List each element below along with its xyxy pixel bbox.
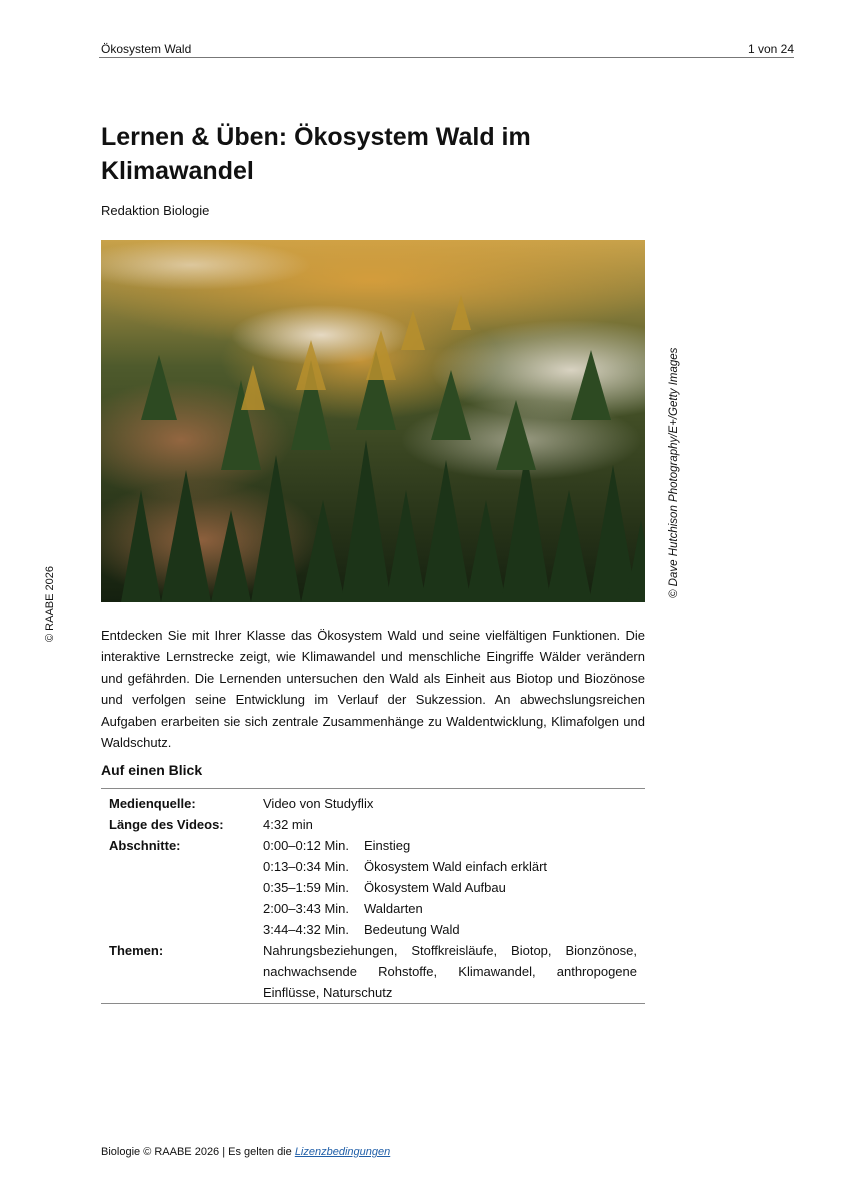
intro-paragraph: Entdecken Sie mit Ihrer Klasse das Ökosystem Wald und seine vielfältigen Funktionen. Die interaktive Lernstrecke zeigt, wie Klimawandel und menschliche Eingriffe Wälder verändern und gefährden. Die Lernenden untersuchen den Wald als Einheit aus Biotop und Biozönose und verfolgen seine Entwicklung im Verlauf der Sukzession. An abwechslungsreichen Aufgaben erarbeiten sie sich zentrale Zusammenhänge zu Waldentwicklung, Klimafolgen und Waldschutz. [101, 628, 645, 751]
themes-value: Nahrungsbeziehungen, Stoffkreisläufe, Biotop, Bionzönose, nachwachsende Rohstoffe, Klimawandel, anthropogene Einflüsse, Naturschutz [263, 943, 637, 1000]
overview-row-themes [101, 940, 645, 1003]
themes-label: Themen: [109, 943, 164, 958]
side-copyright: © RAABE 2026 [44, 566, 56, 642]
section-time: 3:44–4:32 Min. [263, 922, 350, 937]
forest-aerial-photo [101, 240, 645, 602]
section-item [263, 919, 637, 940]
section-title: Ökosystem Wald Aufbau [364, 880, 506, 895]
author-line: Redaktion Biologie [101, 203, 210, 218]
section-time: 0:13–0:34 Min. [263, 859, 350, 874]
sections-label: Abschnitte: [109, 838, 181, 853]
section-title: Bedeutung Wald [364, 922, 460, 937]
license-link[interactable]: Lizenzbedingungen [294, 1146, 391, 1158]
section-time: 2:00–3:43 Min. [263, 901, 350, 916]
length-value: 4:32 min [263, 817, 313, 832]
overview-row-length [101, 814, 645, 835]
media-value: Video von Studyflix [263, 796, 374, 811]
sections-list [263, 835, 645, 940]
section-title: Einstieg [364, 838, 411, 853]
media-label: Medienquelle: [109, 796, 196, 811]
overview-row-sections [101, 835, 645, 940]
section-item [263, 877, 637, 898]
section-time: 0:35–1:59 Min. [263, 880, 350, 895]
section-item [263, 856, 637, 877]
section-title: Waldarten [364, 901, 423, 916]
document-title: Lernen & Üben: Ökosystem Wald im Klimawandel [101, 123, 531, 185]
section-title: Ökosystem Wald einfach erklärt [364, 859, 548, 874]
length-label: Länge des Videos: [109, 817, 224, 832]
section-item [263, 898, 637, 919]
section-item [263, 835, 637, 856]
overview-row-media [101, 789, 645, 814]
page-footer [101, 1146, 390, 1158]
footer-text: Biologie © RAABE 2026 | Es gelten die [101, 1146, 295, 1158]
header-divider [99, 57, 794, 58]
running-header-title: Ökosystem Wald [101, 42, 192, 56]
overview-heading: Auf einen Blick [101, 762, 203, 778]
photo-credit: © Dave Hutchison Photography/E+/Getty Images [668, 347, 680, 598]
page-number: 1 von 24 [747, 42, 794, 56]
section-time: 0:00–0:12 Min. [263, 838, 350, 853]
overview-table [101, 788, 645, 1004]
